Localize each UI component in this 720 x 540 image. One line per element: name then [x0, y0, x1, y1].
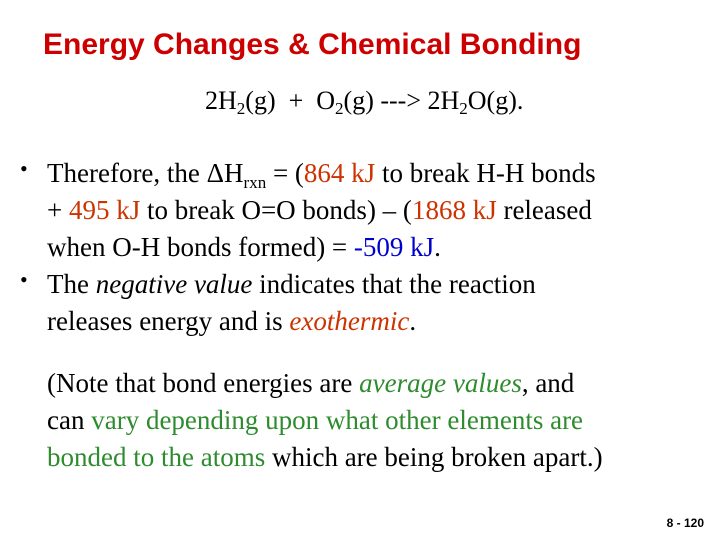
- text-line: [47, 402, 719, 439]
- oh-bond-energy: 1868 kJ: [411, 195, 497, 225]
- text: to break O=O bonds) – (: [140, 195, 412, 225]
- text: can: [47, 405, 92, 435]
- exothermic-term: exothermic: [289, 306, 410, 336]
- text: .: [434, 232, 441, 262]
- hh-bond-energy: 864 kJ: [303, 158, 376, 188]
- eq-subscript: 2: [335, 99, 344, 118]
- text: The: [47, 269, 96, 299]
- delta-h-symbol: ΔH: [206, 158, 244, 188]
- text: when O-H bonds formed) =: [47, 232, 354, 262]
- text-line: [47, 192, 719, 229]
- text: which are being broken apart.): [265, 442, 603, 472]
- text: .: [409, 306, 417, 336]
- eq-subscript: 2: [459, 99, 468, 118]
- text: releases energy and is: [47, 306, 290, 336]
- text: released: [496, 195, 592, 225]
- average-values-phrase: average values: [359, 368, 522, 398]
- text-line: [47, 229, 719, 266]
- page-number: 8 - 120: [666, 516, 704, 530]
- text: Therefore, the: [47, 158, 207, 188]
- slide-title: Energy Changes & Chemical Bonding: [43, 28, 582, 61]
- text: , and: [521, 368, 575, 398]
- text: = (: [266, 158, 304, 188]
- text: to break H-H bonds: [375, 158, 596, 188]
- eq-part: 2H: [205, 86, 237, 115]
- text-line: [47, 266, 719, 303]
- eq-part: O(g).: [467, 86, 524, 115]
- eq-part: (g) ---> 2H: [343, 86, 460, 115]
- text-line: [47, 365, 719, 402]
- vary-phrase: vary depending upon what other elements are: [91, 405, 584, 435]
- bullet-negative-value: [47, 266, 719, 340]
- eq-subscript: 2: [236, 99, 246, 118]
- text-line: [47, 439, 719, 476]
- text-line: [47, 303, 719, 340]
- text: indicates that the reaction: [252, 269, 536, 299]
- eq-part: (g) + O: [245, 86, 336, 115]
- reaction-equation: [205, 86, 523, 116]
- text-line: [47, 155, 719, 192]
- bullet-delta-h: [47, 155, 719, 266]
- bonded-phrase: bonded to the atoms: [47, 442, 266, 472]
- negative-value-phrase: negative value: [95, 269, 253, 299]
- oo-bond-energy: 495 kJ: [68, 195, 141, 225]
- bullet-marker: •: [20, 267, 28, 292]
- rxn-subscript: rxn: [243, 173, 267, 192]
- text: (Note that bond energies are: [47, 368, 360, 398]
- bullet-marker: •: [20, 156, 28, 181]
- net-energy-value: -509 kJ: [353, 232, 435, 262]
- bond-energy-note: [47, 365, 719, 476]
- text: +: [47, 195, 69, 225]
